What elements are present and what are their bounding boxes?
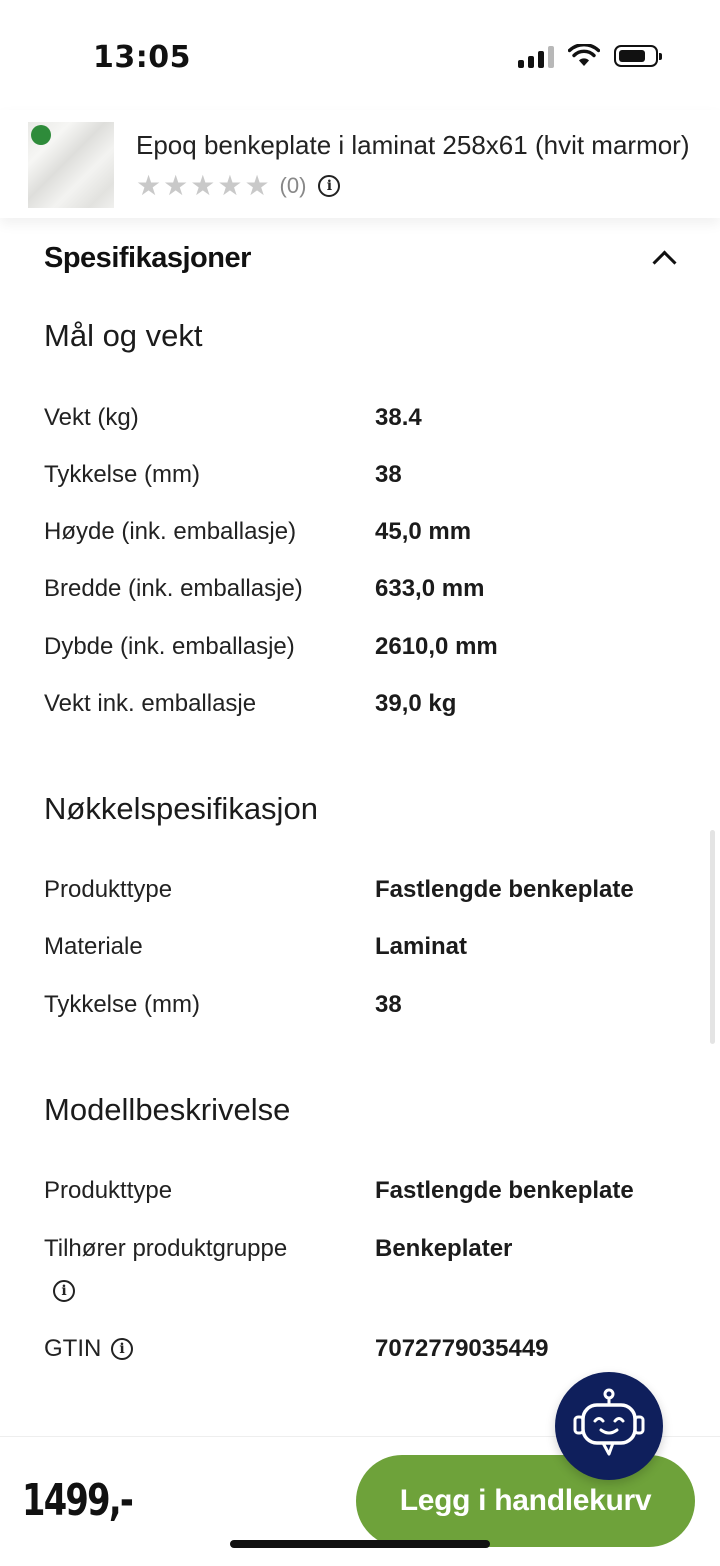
- spec-value: 2610,0 mm: [375, 633, 498, 660]
- spec-row: [44, 461, 684, 501]
- spec-value: Fastlengde benkeplate: [375, 1177, 634, 1204]
- ecolabel-icon: [31, 125, 51, 145]
- specifications-heading[interactable]: Spesifikasjoner: [44, 242, 251, 274]
- product-title: Epoq benkeplate i laminat 258x61 (hvit marmor): [136, 130, 690, 160]
- spec-row: [44, 404, 684, 444]
- battery-icon: [614, 45, 658, 67]
- wifi-icon: [568, 44, 600, 68]
- spec-label: Produkttype: [44, 876, 173, 903]
- spec-row: [44, 575, 684, 615]
- spec-label: GTIN: [44, 1335, 102, 1362]
- spec-row: [44, 876, 684, 916]
- spec-value: 39,0 kg: [375, 690, 457, 717]
- chatbot-button[interactable]: [555, 1372, 663, 1480]
- cellular-signal-icon: [518, 44, 554, 68]
- spec-row: [44, 690, 684, 730]
- spec-label: Vekt (kg): [44, 404, 139, 431]
- spec-value: 38: [375, 991, 402, 1018]
- gtin-info-icon[interactable]: i: [111, 1338, 133, 1360]
- spec-label: Dybde (ink. emballasje): [44, 633, 295, 660]
- scrollbar-thumb[interactable]: [710, 830, 715, 1044]
- spec-value: Laminat: [375, 933, 468, 960]
- rating[interactable]: [136, 169, 340, 202]
- spec-row: [44, 518, 684, 558]
- spec-value: Benkeplater: [375, 1235, 513, 1262]
- status-time: 13:05: [93, 40, 191, 75]
- spec-value: 633,0 mm: [375, 575, 485, 602]
- star-icon: ★: [244, 169, 270, 202]
- spec-label: Tykkelse (mm): [44, 991, 200, 1018]
- status-icons: [518, 44, 658, 68]
- robot-icon: [555, 1372, 663, 1480]
- spec-row: [44, 1235, 684, 1315]
- group-title-model-description: Modellbeskrivelse: [44, 1092, 291, 1127]
- spec-value: 38: [375, 461, 402, 488]
- spec-label: Vekt ink. emballasje: [44, 690, 257, 717]
- star-icon: ★: [163, 169, 189, 202]
- spec-row: [44, 1177, 684, 1217]
- rating-info-icon[interactable]: i: [318, 175, 340, 197]
- group-title-dimensions: Mål og vekt: [44, 318, 203, 353]
- spec-value: Fastlengde benkeplate: [375, 876, 634, 903]
- spec-label: Produkttype: [44, 1177, 173, 1204]
- group-title-key-specs: Nøkkelspesifikasjon: [44, 791, 318, 826]
- home-indicator[interactable]: [230, 1540, 490, 1548]
- product-header: [0, 110, 720, 218]
- spec-label: Bredde (ink. emballasje): [44, 575, 303, 602]
- star-icon: ★: [190, 169, 216, 202]
- spec-row: [44, 1335, 684, 1375]
- spec-row: [44, 933, 684, 973]
- spec-value: 38.4: [375, 404, 422, 431]
- spec-label: Høyde (ink. emballasje): [44, 518, 297, 545]
- add-to-cart-button[interactable]: Legg i handlekurv: [356, 1455, 695, 1547]
- spec-row: [44, 991, 684, 1031]
- spec-label: Tykkelse (mm): [44, 461, 200, 488]
- spec-label: Tilhører produktgruppe: [44, 1235, 288, 1262]
- price: 1499,-: [22, 1475, 133, 1526]
- rating-count: (0): [279, 173, 307, 198]
- product-group-info-icon[interactable]: i: [53, 1280, 75, 1302]
- star-icon: ★: [136, 169, 162, 202]
- chevron-up-icon[interactable]: [652, 250, 676, 274]
- status-bar: [0, 0, 720, 110]
- spec-value: 45,0 mm: [375, 518, 472, 545]
- spec-value: 7072779035449: [375, 1335, 549, 1362]
- star-icon: ★: [217, 169, 243, 202]
- spec-label: Materiale: [44, 933, 143, 960]
- spec-row: [44, 633, 684, 673]
- product-thumbnail[interactable]: [28, 122, 114, 208]
